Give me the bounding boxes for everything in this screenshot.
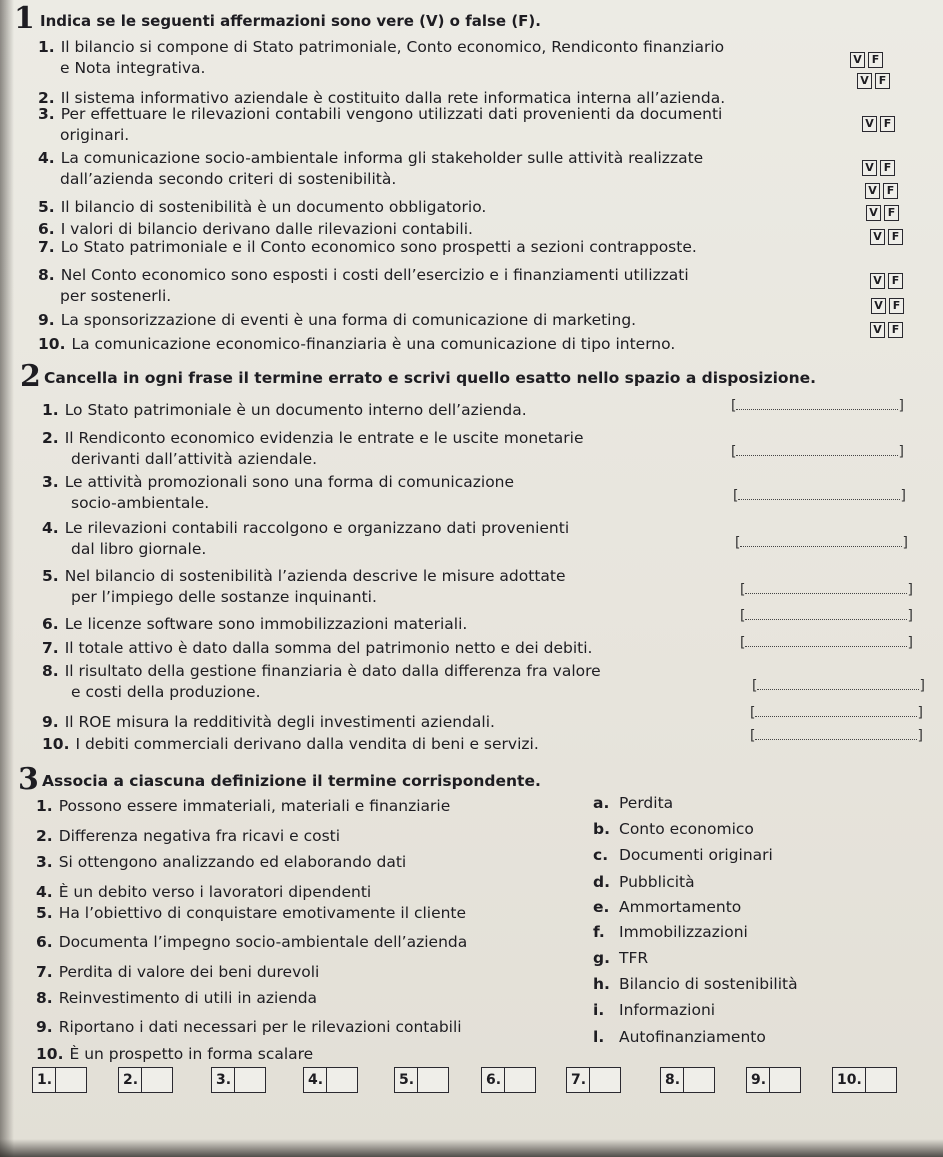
term-letter: d. <box>593 873 610 891</box>
statement-text: Il sistema informativo aziendale è costituito dalla rete informatica interna all’azienda. <box>60 89 726 107</box>
statement-7 <box>38 237 697 257</box>
answer-box-7[interactable] <box>566 1067 621 1093</box>
definition-number: 7. <box>36 963 53 981</box>
answer-input-cell[interactable] <box>327 1068 357 1092</box>
term-letter: h. <box>593 975 610 993</box>
term-bilancio-di-sostenibilit- <box>593 974 798 994</box>
sentence-number: 2. <box>42 429 59 447</box>
definition-number: 3. <box>36 853 53 871</box>
sentence-text: Il risultato della gestione finanziaria è dato dalla differenza fra valore <box>64 662 601 680</box>
answer-box-2[interactable] <box>118 1067 173 1093</box>
term-text: Bilancio di sostenibilità <box>619 975 798 993</box>
sentence-2 <box>42 428 584 448</box>
answer-box-label: 7. <box>567 1068 590 1092</box>
definition-6 <box>36 932 467 952</box>
false-checkbox[interactable]: F <box>880 160 895 176</box>
page-bottom-shadow <box>0 1139 943 1157</box>
false-checkbox[interactable]: F <box>889 298 904 314</box>
answer-input-cell[interactable] <box>56 1068 86 1092</box>
definition-10 <box>36 1044 313 1064</box>
statement-continuation: dall’azienda secondo criteri di sostenibilità. <box>60 170 397 188</box>
term-letter: l. <box>593 1028 605 1046</box>
statement-1 <box>38 37 724 57</box>
true-false-choice <box>862 116 895 132</box>
statement-number: 1. <box>38 38 55 56</box>
false-checkbox[interactable]: F <box>880 116 895 132</box>
definition-text: Si ottengono analizzando ed elaborando dati <box>58 853 407 871</box>
exercise-1-title: Indica se le seguenti affermazioni sono vere (V) o false (F). <box>40 12 541 30</box>
definition-9 <box>36 1017 462 1037</box>
term-text: Conto economico <box>619 820 754 838</box>
true-checkbox[interactable]: V <box>870 229 885 245</box>
statement-number: 4. <box>38 149 55 167</box>
true-false-choice <box>870 229 903 245</box>
definition-number: 9. <box>36 1018 53 1036</box>
definition-number: 8. <box>36 989 53 1007</box>
dotted-line[interactable] <box>740 534 902 547</box>
answer-box-9[interactable] <box>746 1067 801 1093</box>
sentence-number: 5. <box>42 567 59 585</box>
false-checkbox[interactable]: F <box>868 52 883 68</box>
definition-2 <box>36 826 340 846</box>
statement-text: La sponsorizzazione di eventi è una forma di comunicazione di marketing. <box>60 311 637 329</box>
true-checkbox[interactable]: V <box>871 298 886 314</box>
answer-box-4[interactable] <box>303 1067 358 1093</box>
definition-number: 5. <box>36 904 53 922</box>
bracket-close: ] <box>907 635 913 651</box>
answer-box-6[interactable] <box>481 1067 536 1093</box>
term-perdita <box>593 793 673 813</box>
bracket-open: [ <box>740 608 746 624</box>
definition-number: 6. <box>36 933 53 951</box>
sentence-5 <box>42 566 566 586</box>
sentence-number: 1. <box>42 401 59 419</box>
bracket-close: ] <box>907 582 913 598</box>
statement-number: 2. <box>38 89 55 107</box>
answer-blank[interactable] <box>750 704 923 722</box>
term-letter: e. <box>593 898 610 916</box>
definition-8 <box>36 988 317 1008</box>
term-letter: f. <box>593 923 605 941</box>
term-text: Perdita <box>619 794 674 812</box>
bracket-open: [ <box>752 678 758 694</box>
true-checkbox[interactable]: V <box>866 205 881 221</box>
dotted-line[interactable] <box>736 397 898 410</box>
answer-box-label: 4. <box>304 1068 327 1092</box>
sentence-text: Lo Stato patrimoniale è un documento interno dell’azienda. <box>64 401 527 419</box>
statement-9 <box>38 310 636 330</box>
sentence-text: Le rilevazioni contabili raccolgono e organizzano dati provenienti <box>64 519 570 537</box>
answer-box-label: 2. <box>119 1068 142 1092</box>
bracket-open: [ <box>740 635 746 651</box>
answer-input-cell[interactable] <box>505 1068 535 1092</box>
false-checkbox[interactable]: F <box>884 205 899 221</box>
false-checkbox[interactable]: F <box>888 322 903 338</box>
bracket-open: [ <box>750 728 756 744</box>
answer-box-label: 6. <box>482 1068 505 1092</box>
dotted-line[interactable] <box>745 634 907 647</box>
sentence-number: 6. <box>42 615 59 633</box>
definition-7 <box>36 962 319 982</box>
true-false-choice <box>866 205 899 221</box>
statement-8 <box>38 265 689 285</box>
true-checkbox[interactable]: V <box>870 322 885 338</box>
statement-text: Il bilancio di sostenibilità è un documento obbligatorio. <box>60 198 487 216</box>
statement-continuation: originari. <box>60 126 130 144</box>
dotted-line[interactable] <box>738 487 900 500</box>
bracket-open: [ <box>731 444 737 460</box>
true-false-choice <box>870 273 903 289</box>
answer-box-3[interactable] <box>211 1067 266 1093</box>
sentence-continuation: per l’impiego delle sostanze inquinanti. <box>71 588 377 606</box>
answer-input-cell[interactable] <box>418 1068 448 1092</box>
answer-box-label: 9. <box>747 1068 770 1092</box>
definition-text: È un prospetto in forma scalare <box>69 1045 314 1063</box>
false-checkbox[interactable]: F <box>888 229 903 245</box>
sentence-1 <box>42 400 527 420</box>
term-text: Informazioni <box>619 1001 716 1019</box>
definition-text: Differenza negativa fra ricavi e costi <box>58 827 341 845</box>
exercise-2-number: 2 <box>20 359 41 394</box>
term-ammortamento <box>593 897 741 917</box>
sentence-text: Le licenze software sono immobilizzazioni materiali. <box>64 615 468 633</box>
bracket-close: ] <box>917 705 923 721</box>
true-checkbox[interactable]: V <box>850 52 865 68</box>
term-letter: i. <box>593 1001 605 1019</box>
bracket-close: ] <box>907 608 913 624</box>
false-checkbox[interactable]: F <box>883 183 898 199</box>
answer-input-cell[interactable] <box>866 1068 896 1092</box>
statement-continuation: e Nota integrativa. <box>60 59 206 77</box>
answer-blank[interactable] <box>750 727 923 745</box>
term-informazioni <box>593 1000 715 1020</box>
answer-box-label: 10. <box>833 1068 866 1092</box>
definition-5 <box>36 903 466 923</box>
statement-number: 6. <box>38 220 55 238</box>
answer-blank[interactable] <box>740 607 913 625</box>
sentence-number: 4. <box>42 519 59 537</box>
sentence-number: 9. <box>42 713 59 731</box>
definition-4 <box>36 882 371 902</box>
statement-text: La comunicazione socio-ambientale informa gli stakeholder sulle attività realizzate <box>60 149 704 167</box>
sentence-text: Il totale attivo è dato dalla somma del patrimonio netto e dei debiti. <box>64 639 593 657</box>
dotted-line[interactable] <box>745 607 907 620</box>
statement-6 <box>38 219 473 239</box>
answer-input-cell[interactable] <box>235 1068 265 1092</box>
dotted-line[interactable] <box>755 727 917 740</box>
bracket-close: ] <box>902 535 908 551</box>
true-checkbox[interactable]: V <box>862 160 877 176</box>
true-checkbox[interactable]: V <box>862 116 877 132</box>
answer-blank[interactable] <box>731 443 904 461</box>
definition-text: Perdita di valore dei beni durevoli <box>58 963 320 981</box>
answer-box-label: 1. <box>33 1068 56 1092</box>
sentence-number: 3. <box>42 473 59 491</box>
term-text: Immobilizzazioni <box>619 923 748 941</box>
sentence-9 <box>42 712 495 732</box>
definition-text: Documenta l’impegno socio-ambientale dell’azienda <box>58 933 468 951</box>
sentence-continuation: derivanti dall’attività aziendale. <box>71 450 318 468</box>
sentence-6 <box>42 614 467 634</box>
definition-text: Reinvestimento di utili in azienda <box>58 989 318 1007</box>
term-documenti-originari <box>593 845 773 865</box>
exercise-1-number: 1 <box>14 1 35 36</box>
definition-text: Ha l’obiettivo di conquistare emotivamente il cliente <box>58 904 467 922</box>
sentence-3 <box>42 472 514 492</box>
true-checkbox[interactable]: V <box>870 273 885 289</box>
definition-text: È un debito verso i lavoratori dipendenti <box>58 883 372 901</box>
answer-input-cell[interactable] <box>142 1068 172 1092</box>
answer-blank[interactable] <box>752 677 925 695</box>
page-edge-shadow <box>0 0 14 1157</box>
answer-blank[interactable] <box>740 581 913 599</box>
sentence-continuation: dal libro giornale. <box>71 540 207 558</box>
statement-3 <box>38 104 722 124</box>
true-false-choice <box>862 160 895 176</box>
statement-number: 5. <box>38 198 55 216</box>
bracket-open: [ <box>731 398 737 414</box>
answer-input-cell[interactable] <box>590 1068 620 1092</box>
answer-blank[interactable] <box>735 534 908 552</box>
statement-text: Il bilancio si compone di Stato patrimoniale, Conto economico, Rendiconto finanziario <box>60 38 725 56</box>
sentence-10 <box>42 734 539 754</box>
sentence-text: Le attività promozionali sono una forma di comunicazione <box>64 473 515 491</box>
bracket-close: ] <box>917 728 923 744</box>
sentence-text: Il Rendiconto economico evidenzia le entrate e le uscite monetarie <box>64 429 584 447</box>
bracket-open: [ <box>735 535 741 551</box>
statement-number: 8. <box>38 266 55 284</box>
answer-box-label: 8. <box>661 1068 684 1092</box>
term-pubblicit- <box>593 872 695 892</box>
statement-number: 9. <box>38 311 55 329</box>
statement-5 <box>38 197 486 217</box>
sentence-number: 10. <box>42 735 70 753</box>
sentence-number: 8. <box>42 662 59 680</box>
answer-box-10[interactable] <box>832 1067 897 1093</box>
sentence-number: 7. <box>42 639 59 657</box>
term-text: Autofinanziamento <box>619 1028 766 1046</box>
definition-1 <box>36 796 450 816</box>
false-checkbox[interactable]: F <box>888 273 903 289</box>
sentence-text: Il ROE misura la redditività degli investimenti aziendali. <box>64 713 495 731</box>
sentence-continuation: e costi della produzione. <box>71 683 261 701</box>
sentence-text: Nel bilancio di sostenibilità l’azienda descrive le misure adottate <box>64 567 566 585</box>
answer-blank[interactable] <box>740 634 913 652</box>
true-checkbox[interactable]: V <box>865 183 880 199</box>
answer-box-1[interactable] <box>32 1067 87 1093</box>
answer-blank[interactable] <box>733 487 906 505</box>
definition-number: 1. <box>36 797 53 815</box>
term-letter: g. <box>593 949 610 967</box>
answer-input-cell[interactable] <box>770 1068 800 1092</box>
exercise-2-title: Cancella in ogni frase il termine errato e scrivi quello esatto nello spazio a disposizione. <box>44 369 817 387</box>
exercise-3-title: Associa a ciascuna definizione il termine corrispondente. <box>42 772 541 790</box>
definition-number: 4. <box>36 883 53 901</box>
sentence-text: I debiti commerciali derivano dalla vendita di beni e servizi. <box>75 735 539 753</box>
answer-box-label: 3. <box>212 1068 235 1092</box>
definition-3 <box>36 852 406 872</box>
statement-text: Nel Conto economico sono esposti i costi dell’esercizio e i finanziamenti utilizzati <box>60 266 689 284</box>
statement-number: 7. <box>38 238 55 256</box>
dotted-line[interactable] <box>745 581 907 594</box>
bracket-close: ] <box>898 444 904 460</box>
answer-box-label: 5. <box>395 1068 418 1092</box>
dotted-line[interactable] <box>757 677 919 690</box>
definition-number: 10. <box>36 1045 64 1063</box>
answer-input-cell[interactable] <box>684 1068 714 1092</box>
term-text: Pubblicità <box>619 873 695 891</box>
definition-text: Possono essere immateriali, materiali e finanziarie <box>58 797 451 815</box>
statement-number: 10. <box>38 335 66 353</box>
bracket-open: [ <box>740 582 746 598</box>
true-false-choice <box>870 322 903 338</box>
term-tfr <box>593 948 648 968</box>
answer-box-5[interactable] <box>394 1067 449 1093</box>
bracket-close: ] <box>898 398 904 414</box>
sentence-8 <box>42 661 601 681</box>
true-false-choice <box>865 183 898 199</box>
true-false-choice <box>850 52 883 68</box>
sentence-4 <box>42 518 569 538</box>
bracket-open: [ <box>750 705 756 721</box>
statement-text: Per effettuare le rilevazioni contabili vengono utilizzati dati provenienti da documenti <box>60 105 723 123</box>
term-letter: a. <box>593 794 610 812</box>
true-false-choice <box>871 298 904 314</box>
exercise-3-number: 3 <box>18 762 39 797</box>
bracket-close: ] <box>900 488 906 504</box>
true-false-choice <box>857 73 890 89</box>
dotted-line[interactable] <box>736 443 898 456</box>
term-letter: b. <box>593 820 610 838</box>
bracket-close: ] <box>919 678 925 694</box>
answer-box-8[interactable] <box>660 1067 715 1093</box>
term-autofinanziamento <box>593 1027 766 1047</box>
term-conto-economico <box>593 819 754 839</box>
definition-number: 2. <box>36 827 53 845</box>
statement-text: La comunicazione economico-finanziaria è una comunicazione di tipo interno. <box>71 335 676 353</box>
statement-text: I valori di bilancio derivano dalle rilevazioni contabili. <box>60 220 473 238</box>
dotted-line[interactable] <box>755 704 917 717</box>
term-immobilizzazioni <box>593 922 748 942</box>
definition-text: Riportano i dati necessari per le rilevazioni contabili <box>58 1018 462 1036</box>
answer-blank[interactable] <box>731 397 904 415</box>
term-text: Documenti originari <box>619 846 773 864</box>
term-letter: c. <box>593 846 609 864</box>
true-checkbox[interactable]: V <box>857 73 872 89</box>
statement-10 <box>38 334 675 354</box>
sentence-7 <box>42 638 592 658</box>
false-checkbox[interactable]: F <box>875 73 890 89</box>
statement-text: Lo Stato patrimoniale e il Conto economico sono prospetti a sezioni contrapposte. <box>60 238 697 256</box>
bracket-open: [ <box>733 488 739 504</box>
sentence-continuation: socio-ambientale. <box>71 494 210 512</box>
term-text: Ammortamento <box>619 898 742 916</box>
statement-number: 3. <box>38 105 55 123</box>
term-text: TFR <box>619 949 649 967</box>
statement-continuation: per sostenerli. <box>60 287 172 305</box>
statement-4 <box>38 148 703 168</box>
